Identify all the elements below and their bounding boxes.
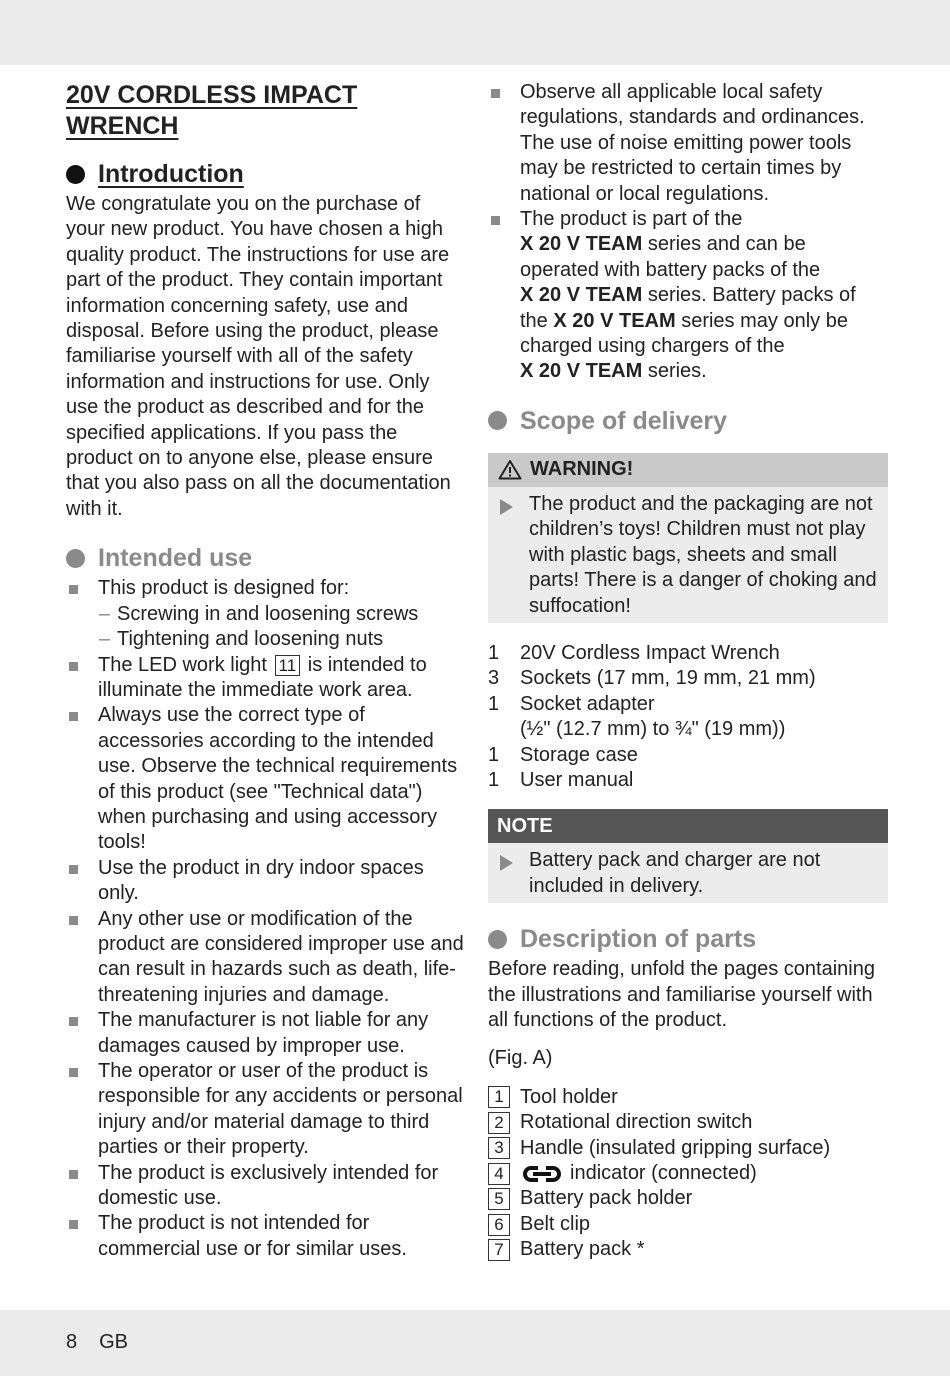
bullet-dot-icon — [488, 411, 507, 430]
note-text: Battery pack and charger are not included in delivery. — [488, 843, 888, 899]
introduction-heading: Introduction — [66, 158, 464, 190]
note-box — [488, 809, 888, 903]
sub-list-item: – Tightening and loosening nuts — [98, 627, 464, 652]
page-number: 8 — [66, 1331, 78, 1353]
bullet-dot-icon — [66, 549, 85, 568]
connected-link-icon — [520, 1164, 564, 1184]
safety-list — [488, 80, 888, 385]
part-item: 4 indicator (connected) — [488, 1161, 888, 1186]
warning-triangle-icon — [498, 459, 522, 480]
scope-item: 1 Storage case — [488, 743, 638, 766]
list-item: The product is part of the X 20 V TEAM series and can be operated with battery packs of the X 20 V TEAM series. Battery packs of the X 20 V TEAM series may only be charged using chargers of the X 20 V TEAM series. — [488, 207, 888, 385]
scope-item: 1 Socket adapter — [488, 692, 655, 715]
scope-list — [488, 641, 888, 793]
sub-list-item: – Screwing in and loosening screws — [98, 602, 464, 627]
list-item: Any other use or modification of the product are considered improper use and can result in hazards such as death, life-threatening injuries and damage. — [66, 907, 464, 1009]
part-item: 7 Battery pack * — [488, 1237, 888, 1262]
part-number-box: 11 — [275, 655, 301, 676]
language-code: GB — [99, 1331, 129, 1353]
scope-item: 1 20V Cordless Impact Wrench — [488, 641, 780, 664]
document-title: 20V CORDLESS IMPACT WRENCH — [66, 81, 358, 140]
list-item: This product is designed for: – Screwing in and loosening screws – Tightening and loosening nuts — [66, 576, 464, 652]
left-column — [66, 80, 464, 1262]
part-item: 1 Tool holder — [488, 1085, 888, 1110]
part-item: 5 Battery pack holder — [488, 1186, 888, 1211]
list-item: The LED work light 11 is intended to illuminate the immediate work area. — [66, 653, 464, 704]
list-item: The manufacturer is not liable for any damages caused by improper use. — [66, 1008, 464, 1059]
intended-use-list — [66, 576, 464, 1262]
parts-intro: Before reading, unfold the pages containing the illustrations and familiarise yourself with all functions of the product. — [488, 958, 875, 1031]
figure-reference: (Fig. A) — [488, 1047, 553, 1070]
list-item: The product is exclusively intended for domestic use. — [66, 1161, 464, 1212]
list-item: Always use the correct type of accessories according to the intended use. Observe the technical requirements of this product (see "Technical data") when purchasing and using accessory tools! — [66, 703, 464, 855]
page-footer — [66, 1331, 150, 1354]
scope-item: (½" (12.7 mm) to ¾" (19 mm)) — [520, 718, 786, 741]
top-band — [0, 0, 950, 65]
warning-header: WARNING! — [488, 453, 888, 487]
parts-list — [488, 1085, 888, 1263]
right-column — [488, 80, 888, 1263]
scope-item: 1 User manual — [488, 768, 634, 791]
parts-heading: Description of parts — [488, 923, 888, 955]
introduction-text: We congratulate you on the purchase of your new product. You have chosen a high quality product. The instructions for use are part of the product. They contain important information concerning safety, use and disposal. Before using the product, please familiarise yourself with all of the safety information and instructions for use. Only use the product as described and for the specified applications. If you pass the product on to anyone else, please ensure that you also pass on all the documentation with it. — [66, 193, 451, 520]
scope-item: 3 Sockets (17 mm, 19 mm, 21 mm) — [488, 667, 816, 690]
part-item: 6 Belt clip — [488, 1212, 888, 1237]
list-item: The operator or user of the product is responsible for any accidents or personal injury and/or material damage to third parties or their property. — [66, 1059, 464, 1161]
bullet-dot-icon — [488, 930, 507, 949]
part-item: 3 Handle (insulated gripping surface) — [488, 1136, 888, 1161]
list-item: Use the product in dry indoor spaces only. — [66, 856, 464, 907]
list-item: The product is not intended for commercial use or for similar uses. — [66, 1211, 464, 1262]
warning-text: The product and the packaging are not children’s toys! Children must not play with plastic bags, sheets and small parts! There is a danger of choking and suffocation! — [488, 487, 888, 619]
scope-heading: Scope of delivery — [488, 405, 888, 437]
warning-box — [488, 453, 888, 623]
note-header: NOTE — [488, 809, 888, 843]
bullet-dot-icon — [66, 165, 85, 184]
part-item: 2 Rotational direction switch — [488, 1110, 888, 1135]
intended-use-heading: Intended use — [66, 542, 464, 574]
list-item: Observe all applicable local safety regulations, standards and ordinances. The use of noise emitting power tools may be restricted to certain times by national or local regulations. — [488, 80, 888, 207]
